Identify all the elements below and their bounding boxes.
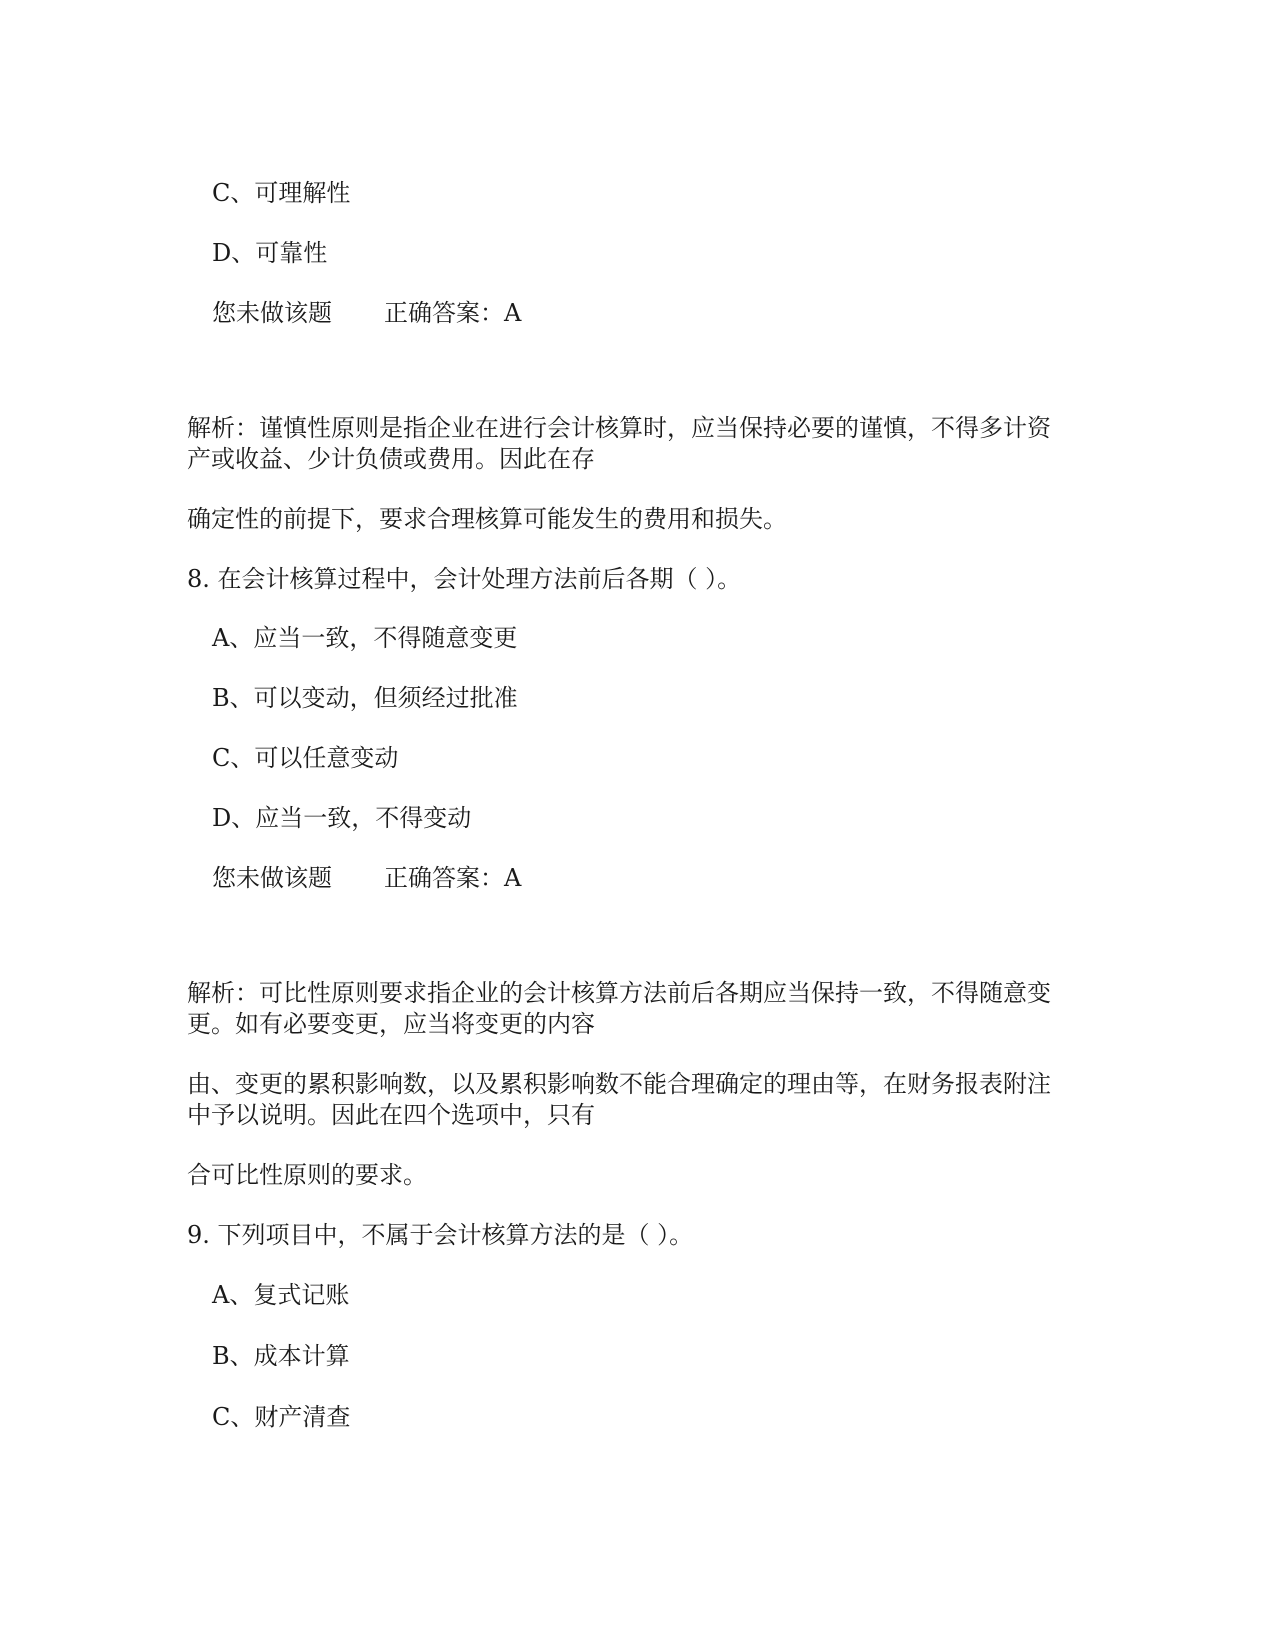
- q8-result-row: [212, 863, 521, 893]
- q8-option-a: A、应当一致，不得随意变更: [212, 624, 518, 652]
- q9-option-a: A、复式记账: [212, 1281, 350, 1309]
- q7-analysis-line-1: 解析：谨慎性原则是指企业在进行会计核算时，应当保持必要的谨慎，不得多计资: [187, 414, 1051, 442]
- q7-answer: 正确答案：A: [384, 299, 522, 327]
- q8-option-b: B、可以变动，但须经过批准: [212, 684, 518, 712]
- q9-option-b: B、成本计算: [212, 1342, 350, 1370]
- q8-status: 您未做该题: [212, 864, 332, 892]
- q7-status: 您未做该题: [212, 299, 332, 327]
- q8-option-d: D、应当一致，不得变动: [212, 804, 472, 832]
- q9-option-c: C、财产清查: [212, 1403, 351, 1431]
- q8-analysis-line-3: 由、变更的累积影响数，以及累积影响数不能合理确定的理由等，在财务报表附注: [187, 1070, 1051, 1098]
- q8-answer: 正确答案：A: [384, 864, 522, 892]
- q8-option-c: C、可以任意变动: [212, 744, 399, 772]
- q7-analysis-line-2: 产或收益、少计负债或费用。因此在存: [187, 445, 595, 473]
- q8-analysis-line-2: 更。如有必要变更，应当将变更的内容: [187, 1010, 595, 1038]
- q7-analysis-line-3: 确定性的前提下，要求合理核算可能发生的费用和损失。: [187, 505, 787, 533]
- q7-result-row: [212, 298, 521, 328]
- q7-option-c: C、可理解性: [212, 179, 351, 207]
- q8-analysis-line-4: 中予以说明。因此在四个选项中，只有: [187, 1101, 595, 1129]
- q7-option-d: D、可靠性: [212, 239, 328, 267]
- q8-question: 8. 在会计核算过程中，会计处理方法前后各期（ ）。: [187, 565, 742, 593]
- q8-analysis-line-5: 合可比性原则的要求。: [187, 1161, 427, 1189]
- q8-analysis-line-1: 解析：可比性原则要求指企业的会计核算方法前后各期应当保持一致，不得随意变: [187, 979, 1051, 1007]
- q9-question: 9. 下列项目中，不属于会计核算方法的是（ ）。: [187, 1221, 694, 1249]
